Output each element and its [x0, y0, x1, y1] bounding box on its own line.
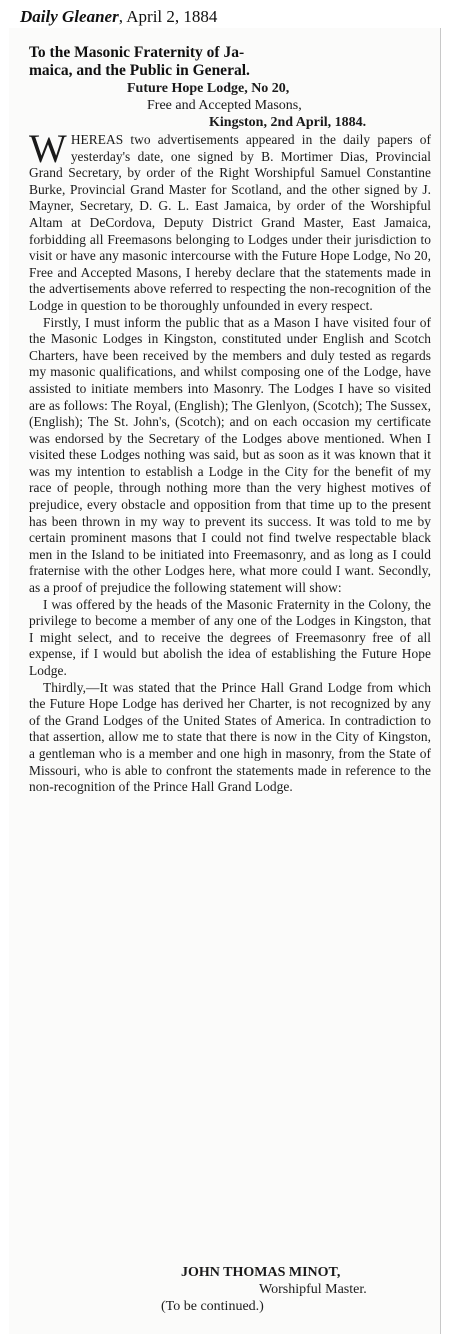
signature-title: Worshipful Master.: [259, 1282, 367, 1297]
continued-note: (To be continued.): [161, 1299, 264, 1314]
paragraph-4: Thirdly,—It was stated that the Prince Hall Grand Lodge from which the Future Hope Lodge has derived her Charter, is not recognized by any of the Grand Lodges of the United States of America. In contradiction to that assertion, allow me to state that there is now in the City of Kingston, a gentleman who is a member and one high in masonry, from the State of Missouri, who is able to confront the statements made in reference to the non-recognition of the Prince Hall Grand Lodge.: [29, 679, 431, 795]
headline-line-1: To the Masonic Fraternity of Ja-: [29, 44, 245, 61]
paragraph-1: [29, 126, 431, 315]
publication-name: Daily Gleaner: [20, 7, 119, 26]
drop-cap: W: [29, 126, 67, 171]
lodge-name: Future Hope Lodge, No 20,: [127, 81, 290, 96]
signature-name: JOHN THOMAS MINOT,: [181, 1265, 341, 1280]
article-body: [29, 126, 431, 796]
paragraph-1-text: HEREAS two advertisements appeared in the daily papers of yesterday's date, one signed by B. Mortimer Dias, Provincial Grand Secretary, by order of the Right Worshipful Samuel Constantine Burke, Provincial Grand Master for Scotland, and the other signed by J. Mayner, Secretary, D. G. L. East Jamaica, by order of the Worshipful Altam at DeCordova, Deputy District Grand Master, East Jamaica, forbidding all Freemasons belonging to Lodges under their jurisdiction to visit or have any masonic intercourse with the Future Hope Lodge, No 20, Free and Accepted Masons, I hereby declare that the statements made in the advertisements above referred to respecting the non-recognition of the Lodge in question to be thoroughly unfounded in every respect.: [29, 132, 431, 313]
paragraph-2: Firstly, I must inform the public that as a Mason I have visited four of the Masonic Lodges in Kingston, constituted under English and Scotch Charters, have been received by the members and duly tested as regards my masonic qualifications, and whilst composing one of the Lodge, have assisted to initiate members into Masonry. The Lodges I have so visited are as follows: The Royal, (English); The Glenlyon, (Scotch); The Sussex, (English); The St. John's, (Scotch); and on each occasion my certificate was endorsed by the Secretary of the Lodges above mentioned. When I visited these Lodges nothing was said, but as soon as it was known that it was my intention to establish a Lodge in the City for the benefit of my race of people, through nothing more than the very highest motives of prejudice, every obstacle and opposition from that time up to the present has been thrown in my way to prevent its success. It was told to me by certain prominent masons that I could not find twelve respectable black men in the Island to be initiated into Freemasonry, and as long as I could fraternise with the other Lodges here, what more could I want. Secondly, as a proof of prejudice the following statement will show:: [29, 314, 431, 596]
paragraph-3: I was offered by the heads of the Masonic Fraternity in the Colony, the privilege to become a member of any one of the Lodges in Kingston, that I might select, and to receive the degrees of Freemasonry free of all expense, if I would but abolish the idea of establishing the Future Hope Lodge.: [29, 596, 431, 678]
headline-line-2: maica, and the Public in General.: [29, 62, 250, 79]
lodge-order: Free and Accepted Masons,: [147, 98, 302, 113]
place-date: Kingston, 2nd April, 1884.: [209, 115, 367, 130]
source-citation: [20, 7, 217, 27]
newspaper-clipping: [9, 28, 441, 1334]
publication-date: , April 2, 1884: [118, 7, 218, 26]
